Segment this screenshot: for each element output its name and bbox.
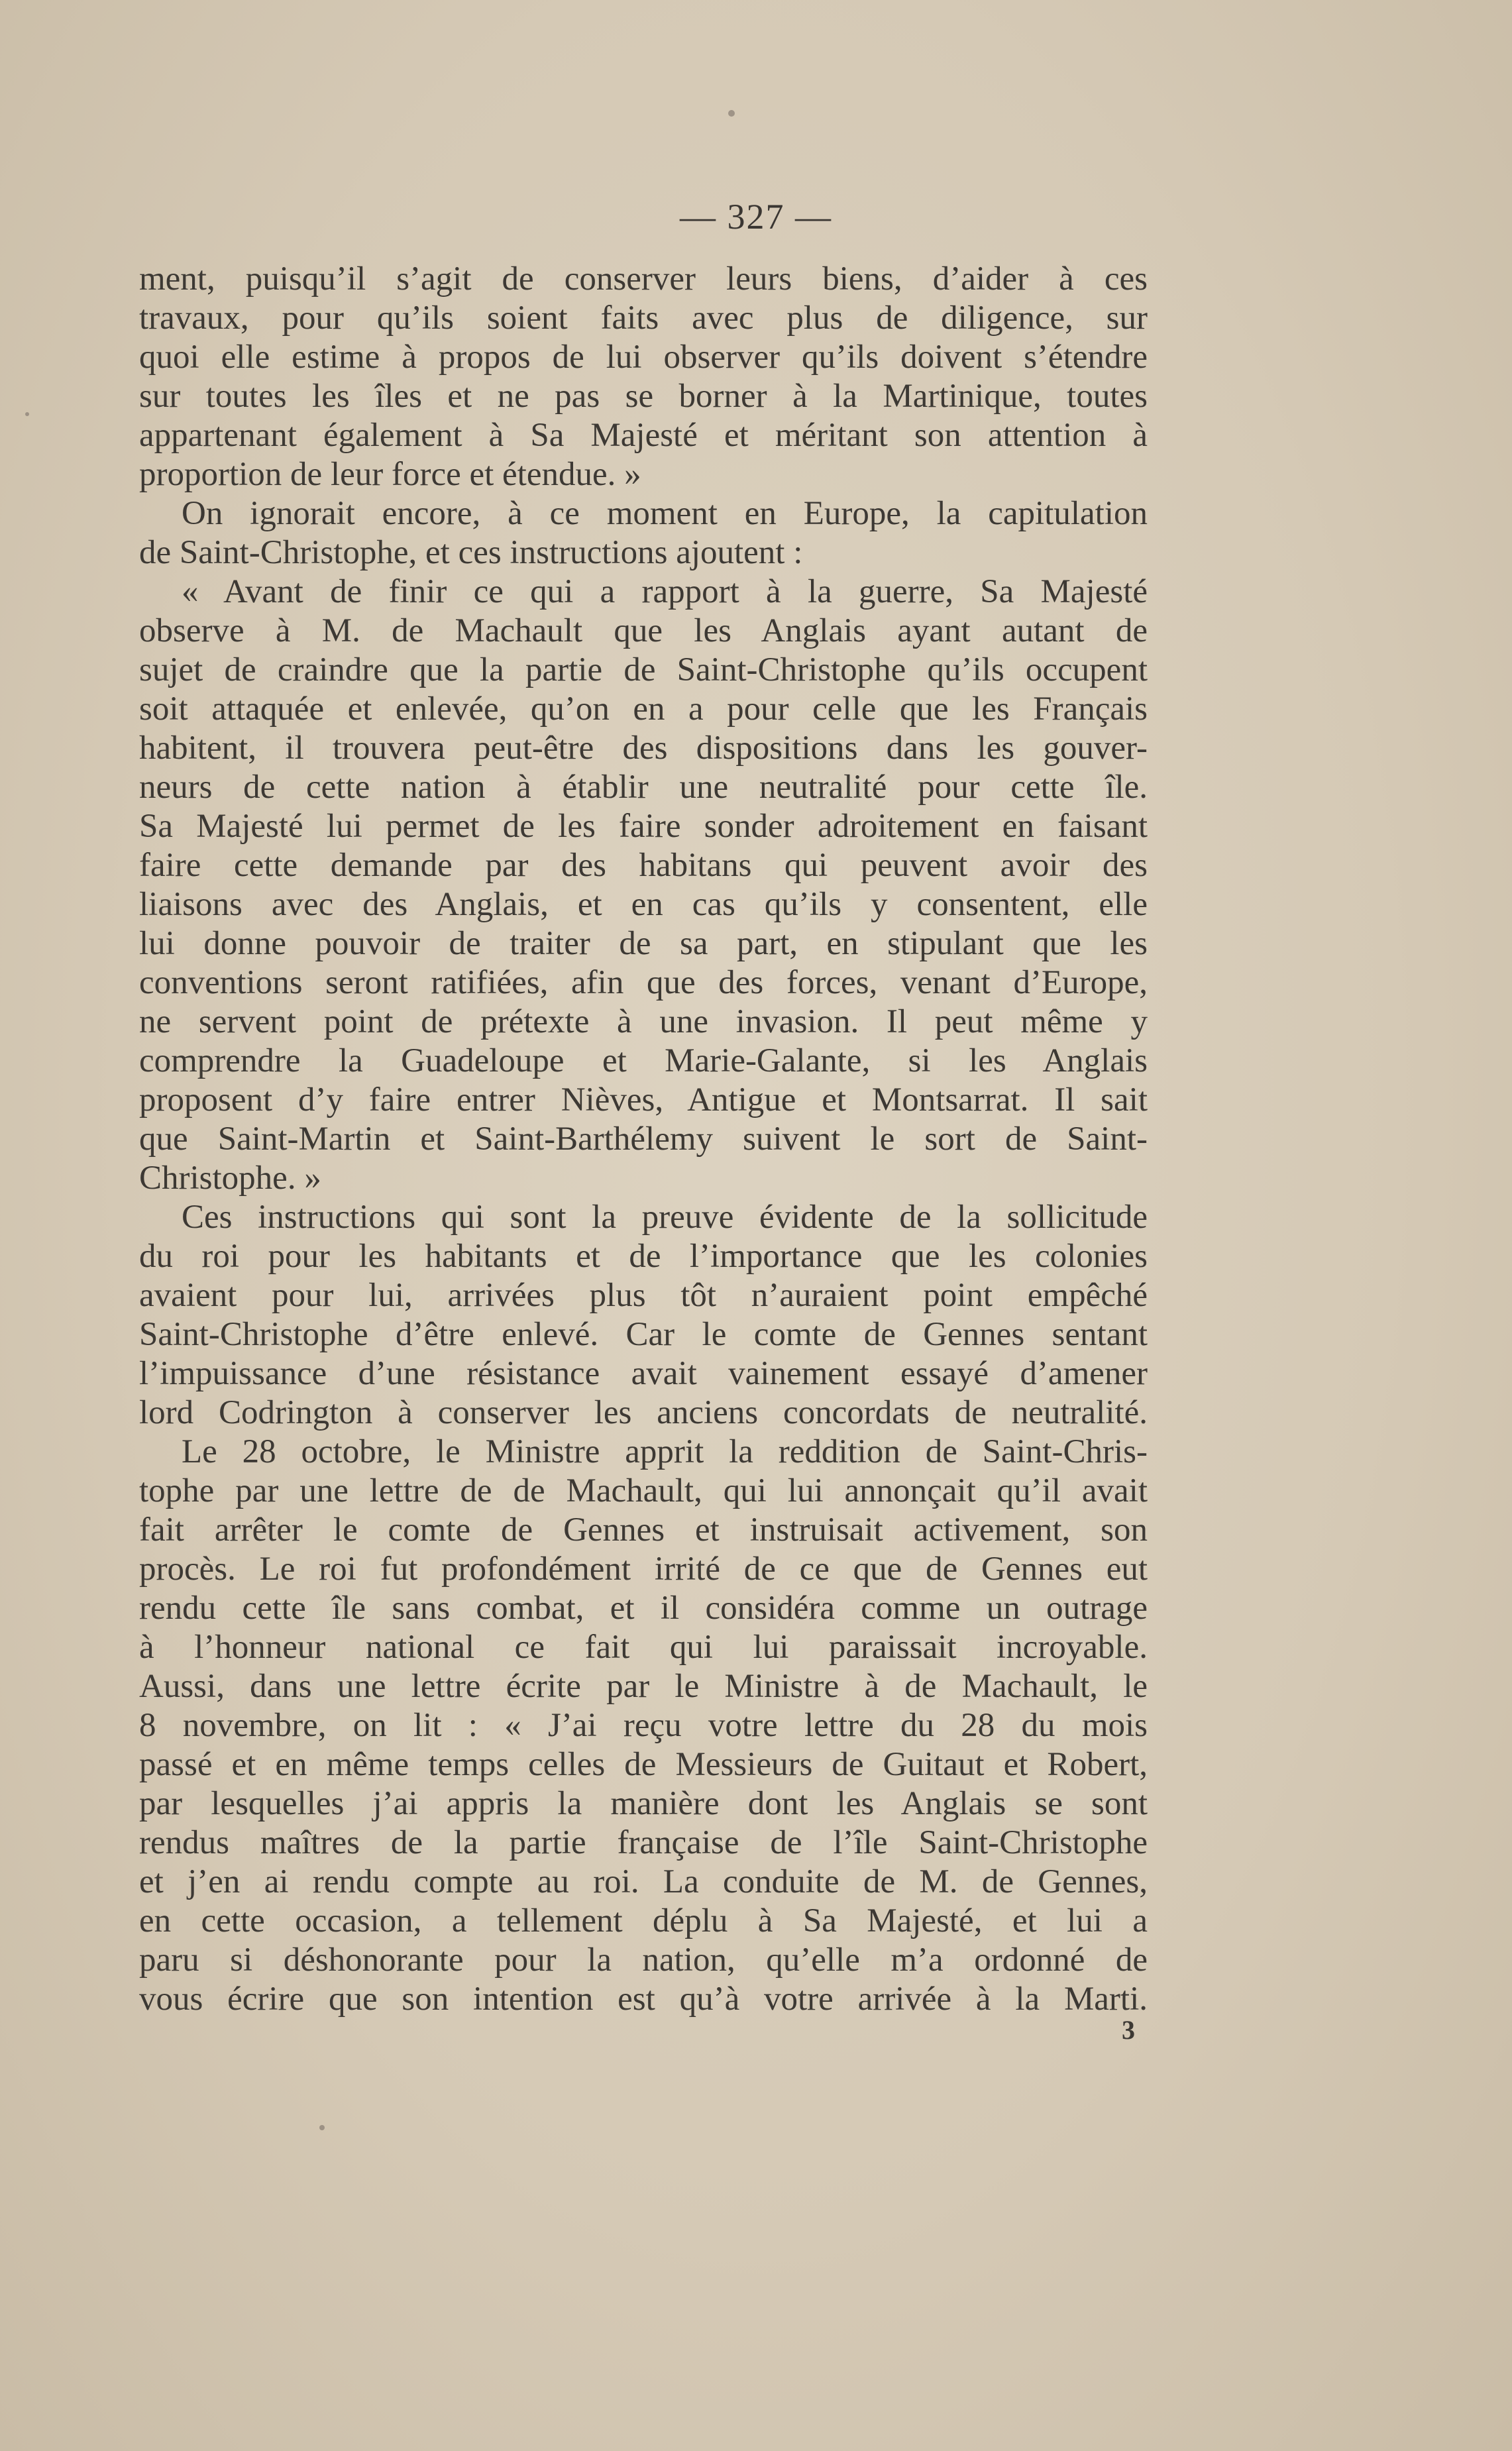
text-line: travaux, pour qu’ils soient faits avec plus de diligence, sur — [139, 300, 1148, 337]
text-line: Christophe. » — [139, 1160, 321, 1197]
text-line: quoi elle estime à propos de lui observer qu’ils doivent s’étendre — [139, 339, 1148, 376]
text-line: procès. Le roi fut profondément irrité de ce que de Gennes eut — [139, 1551, 1148, 1588]
text-line: conventions seront ratifiées, afin que des forces, venant d’Europe, — [139, 964, 1148, 1001]
text-line: faire cette demande par des habitans qui peuvent avoir des — [139, 847, 1148, 884]
text-line: Aussi, dans une lettre écrite par le Ministre à de Machault, le — [139, 1668, 1148, 1705]
text-line: rendu cette île sans combat, et il considéra comme un outrage — [139, 1590, 1148, 1627]
signature-mark: 3 — [1122, 2015, 1135, 2045]
text-line: l’impuissance d’une résistance avait vainement essayé d’amener — [139, 1355, 1148, 1392]
text-line: avaient pour lui, arrivées plus tôt n’auraient point empêché — [139, 1277, 1148, 1314]
text-line: soit attaquée et enlevée, qu’on en a pour celle que les Français — [139, 690, 1148, 728]
text-line: lord Codrington à conserver les anciens concordats de neutralité. — [139, 1394, 1148, 1431]
text-line: 8 novembre, on lit : « J’ai reçu votre lettre du 28 du mois — [139, 1707, 1148, 1744]
text-line: Saint-Christophe d’être enlevé. Car le comte de Gennes sentant — [139, 1316, 1148, 1353]
text-line: proposent d’y faire entrer Nièves, Antigue et Montsarrat. Il sait — [139, 1081, 1148, 1118]
text-line: en cette occasion, a tellement déplu à Sa Majesté, et lui a — [139, 1902, 1148, 1939]
text-line: fait arrêter le comte de Gennes et instruisait activement, son — [139, 1511, 1148, 1549]
text-line: « Avant de finir ce qui a rapport à la guerre, Sa Majesté — [182, 573, 1148, 610]
text-line: proportion de leur force et étendue. » — [139, 456, 641, 493]
text-line: du roi pour les habitants et de l’importance que les colonies — [139, 1238, 1148, 1275]
text-line: Ces instructions qui sont la preuve évidente de la sollicitude — [182, 1199, 1148, 1236]
text-line: observe à M. de Machault que les Anglais ayant autant de — [139, 612, 1148, 649]
text-line: vous écrire que son intention est qu’à votre arrivée à la Marti. — [139, 1981, 1148, 2018]
text-line: Le 28 octobre, le Ministre apprit la reddition de Saint-Chris- — [182, 1433, 1148, 1470]
text-line: ne servent point de prétexte à une invasion. Il peut même y — [139, 1003, 1148, 1040]
text-line: paru si déshonorante pour la nation, qu’elle m’a ordonné de — [139, 1941, 1148, 1979]
text-line: passé et en même temps celles de Messieurs de Guitaut et Robert, — [139, 1746, 1148, 1783]
text-line: Sa Majesté lui permet de les faire sonder adroitement en faisant — [139, 808, 1148, 845]
text-line: sur toutes les îles et ne pas se borner à la Martinique, toutes — [139, 378, 1148, 415]
text-line: que Saint-Martin et Saint-Barthélemy suivent le sort de Saint- — [139, 1120, 1148, 1158]
text-line: par lesquelles j’ai appris la manière dont les Anglais se sont — [139, 1785, 1148, 1822]
text-line: rendus maîtres de la partie française de l’île Saint-Christophe — [139, 1824, 1148, 1861]
text-line: comprendre la Guadeloupe et Marie-Galante, si les Anglais — [139, 1042, 1148, 1079]
text-line: neurs de cette nation à établir une neutralité pour cette île. — [139, 769, 1148, 806]
text-line: On ignorait encore, à ce moment en Europe, la capitulation — [182, 495, 1148, 532]
text-line: à l’honneur national ce fait qui lui paraissait incroyable. — [139, 1629, 1148, 1666]
text-line: lui donne pouvoir de traiter de sa part, en stipulant que les — [139, 925, 1148, 962]
page-number: — 327 — — [680, 197, 832, 237]
body-text — [139, 260, 1148, 2019]
paper-speck — [319, 2125, 325, 2130]
text-line: de Saint-Christophe, et ces instructions ajoutent : — [139, 534, 803, 571]
text-line: appartenant également à Sa Majesté et méritant son attention à — [139, 417, 1148, 454]
text-line: tophe par une lettre de de Machault, qui lui annonçait qu’il avait — [139, 1472, 1148, 1509]
paper-speck — [728, 110, 735, 117]
text-line: sujet de craindre que la partie de Saint-Christophe qu’ils occupent — [139, 651, 1148, 688]
text-line: habitent, il trouvera peut-être des dispositions dans les gouver- — [139, 730, 1148, 767]
text-line: liaisons avec des Anglais, et en cas qu’ils y consentent, elle — [139, 886, 1148, 923]
text-line: ment, puisqu’il s’agit de conserver leurs biens, d’aider à ces — [139, 260, 1148, 298]
text-line: et j’en ai rendu compte au roi. La conduite de M. de Gennes, — [139, 1863, 1148, 1900]
paper-speck — [25, 412, 29, 416]
